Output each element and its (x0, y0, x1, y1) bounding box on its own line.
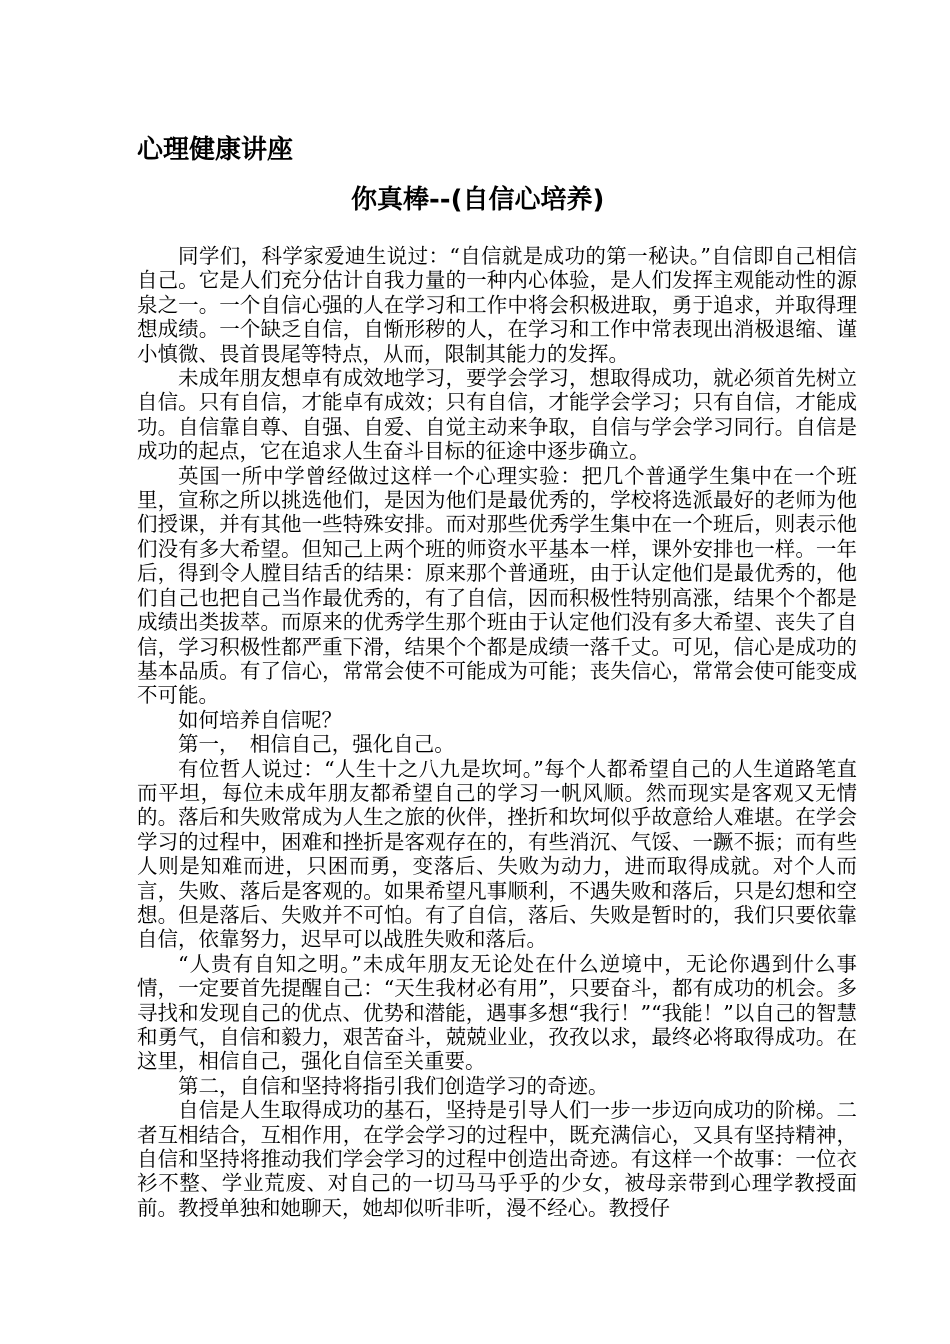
paragraph: 同学们，科学家爱迪生说过：“自信就是成功的第一秘诀。”自信即自己相信自己。它是人们充分估计自我力量的一种内心体验，是人们发挥主观能动性的源泉之一。一个自信心强的人在学习和工作中将会积极进取，勇于追求，并取得理想成绩。一个缺乏自信，自惭形秽的人，在学习和工作中常表现出消极退缩、谨小慎微、畏首畏尾等特点，从而，限制其能力的发挥。 (137, 244, 857, 366)
article-body (137, 244, 857, 1220)
article-title: 你真棒--(自信心培养) (351, 185, 605, 215)
paragraph: 第二，自信和坚持将指引我们创造学习的奇迹。 (178, 1073, 609, 1098)
paragraph: 第一， 相信自己，强化自己。 (178, 732, 455, 757)
paragraph: 有位哲人说过：“人生十之八九是坎坷。”每个人都希望自己的人生道路笔直而平坦，每位未成年朋友都希望自己的学习一帆风顺。然而现实是客观又无情的。落后和失败常成为人生之旅的伙伴，挫折和坎坷似乎故意给人难堪。在学会学习的过程中，困难和挫折是客观存在的，有些消沉、气馁、一蹶不振；而有些人则是知难而进，只困而勇，变落后、失败为动力，进而取得成就。对个人而言，失败、落后是客观的。如果希望凡事顺利，不遇失败和落后，只是幻想和空想。但是落后、失败并不可怕。有了自信，落后、失败是暂时的，我们只要依靠自信，依靠努力，迟早可以战胜失败和落后。 (137, 756, 857, 952)
paragraph: 自信是人生取得成功的基石，坚持是引导人们一步一步迈向成功的阶梯。二者互相结合，互相作用，在学会学习的过程中，既充满信心，又具有坚持精神，自信和坚持将推动我们学会学习的过程中创造出奇迹。有这样一个故事：一位衣衫不整、学业荒废、对自己的一切马马乎乎的少女，被母亲带到心理学教授面前。教授单独和她聊天，她却似听非听，漫不经心。教授仔 (137, 1098, 857, 1220)
paragraph: 未成年朋友想卓有成效地学习，要学会学习，想取得成功，就必须首先树立自信。只有自信，才能卓有成效；只有自信，才能学会学习；只有自信，才能成功。自信靠自尊、自强、自爱、自觉主动来争取，自信与学会学习同行。自信是成功的起点，它在追求人生奋斗目标的征途中逐步确立。 (137, 366, 857, 464)
lecture-heading: 心理健康讲座 (137, 135, 294, 165)
paragraph: 英国一所中学曾经做过这样一个心理实验：把几个普通学生集中在一个班里，宣称之所以挑选他们，是因为他们是最优秀的，学校将选派最好的老师为他们授课，并有其他一些特殊安排。而对那些优秀学生集中在一个班后，则表示他们没有多大希望。但知己上两个班的师资水平基本一样，课外安排也一样。一年后，得到令人膛目结舌的结果：原来那个普通班，由于认定他们是最优秀的，他们自己也把自己当作最优秀的，有了自信，因而积极性特别高涨，结果个个都是成绩出类拔萃。而原来的优秀学生那个班由于认定他们没有多大希望、丧失了自信，学习积极性都严重下滑，结果个个都是成绩一落千丈。可见，信心是成功的基本品质。有了信心，常常会使不可能成为可能；丧失信心，常常会使可能变成不可能。 (137, 463, 857, 708)
paragraph: 如何培养自信呢？ (178, 707, 342, 732)
paragraph: “人贵有自知之明。”未成年朋友无论处在什么逆境中，无论你遇到什么事情，一定要首先提醒自己：“天生我材必有用”，只要奋斗，都有成功的机会。多寻找和发现自己的优点、优势和潜能，遇事多想“我行！”“我能！”以自己的智慧和勇气，自信和毅力，艰苦奋斗，兢兢业业，孜孜以求，最终必将取得成功。在这里，相信自己，强化自信至关重要。 (137, 951, 857, 1074)
